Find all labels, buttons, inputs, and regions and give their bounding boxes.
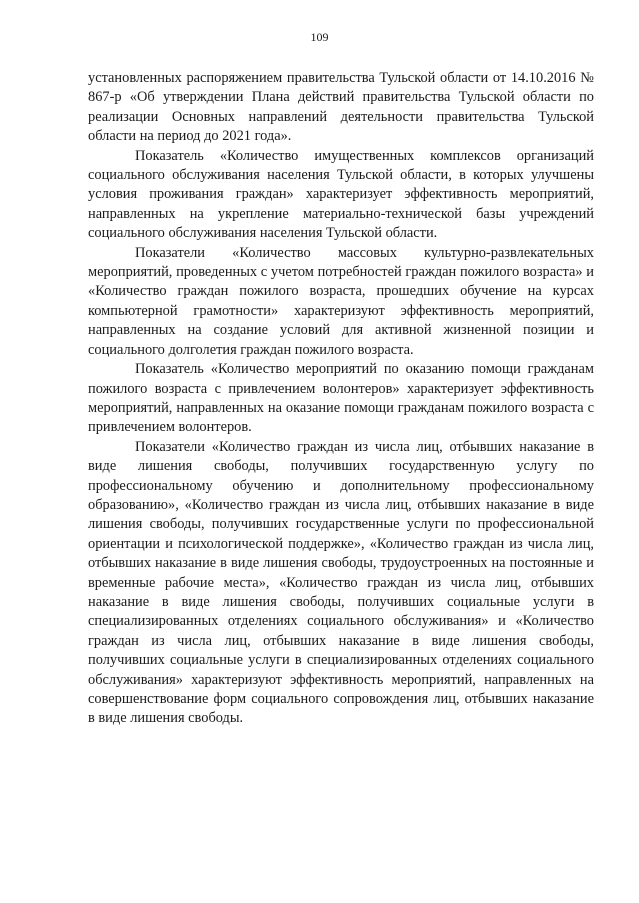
paragraph: Показатель «Количество имущественных комплексов организаций социального обслуживания населения Тульской области, в которых улучшены условия проживания граждан» характеризует эффективность мероприятий, направленных на укрепление материально-технической базы учреждений социального обслуживания населения Тульской области. xyxy=(88,147,594,242)
paragraph: Показатели «Количество массовых культурно-развлекательных мероприятий, проведенных с учетом потребностей граждан пожилого возраста» и «Количество граждан пожилого возраста, прошедших обучение на курсах компьютерной грамотности» характеризуют эффективность мероприятий, направленных на создание условий для активной жизненной позиции и социального долголетия граждан пожилого возраста. xyxy=(88,244,594,358)
paragraph: Показатель «Количество мероприятий по оказанию помощи гражданам пожилого возраста с привлечением волонтеров» характеризует эффективность мероприятий, направленных на оказание помощи гражданам пожилого возраста с привлечением волонтеров. xyxy=(88,361,594,436)
paragraph: Показатели «Количество граждан из числа лиц, отбывших наказание в виде лишения свободы, получивших государственную услугу по профессиональному обучению и дополнительному профессиональному образованию», «Количество граждан из числа лиц, отбывших наказание в виде лишения свободы, получивших государственные услуги по профессиональной ориентации и психологической поддержке», «Количество граждан из числа лиц, отбывших наказание в виде лишения свободы, трудоустроенных на постоянные и временные рабочие места», «Количество граждан из числа лиц, отбывших наказание в виде лишения свободы, получивших социальные услуги в специализированных отделениях социального обслуживания» и «Количество граждан из числа лиц, отбывших наказание в виде лишения свободы, получивших социальные услуги в специализированных отделениях социального обслуживания» характеризуют эффективность мероприятий, направленных на совершенствование форм социального сопровождения лиц, отбывших наказание в виде лишения свободы. xyxy=(88,438,594,727)
paragraph-continuation: установленных распоряжением правительства Тульской области от 14.10.2016 № 867-р «Об утверждении Плана действий правительства Тульской области по реализации Основных направлений деятельности правительства Тульской области на период до 2021 года». xyxy=(88,70,594,145)
document-body xyxy=(88,69,594,729)
page-number: 109 xyxy=(310,30,329,44)
